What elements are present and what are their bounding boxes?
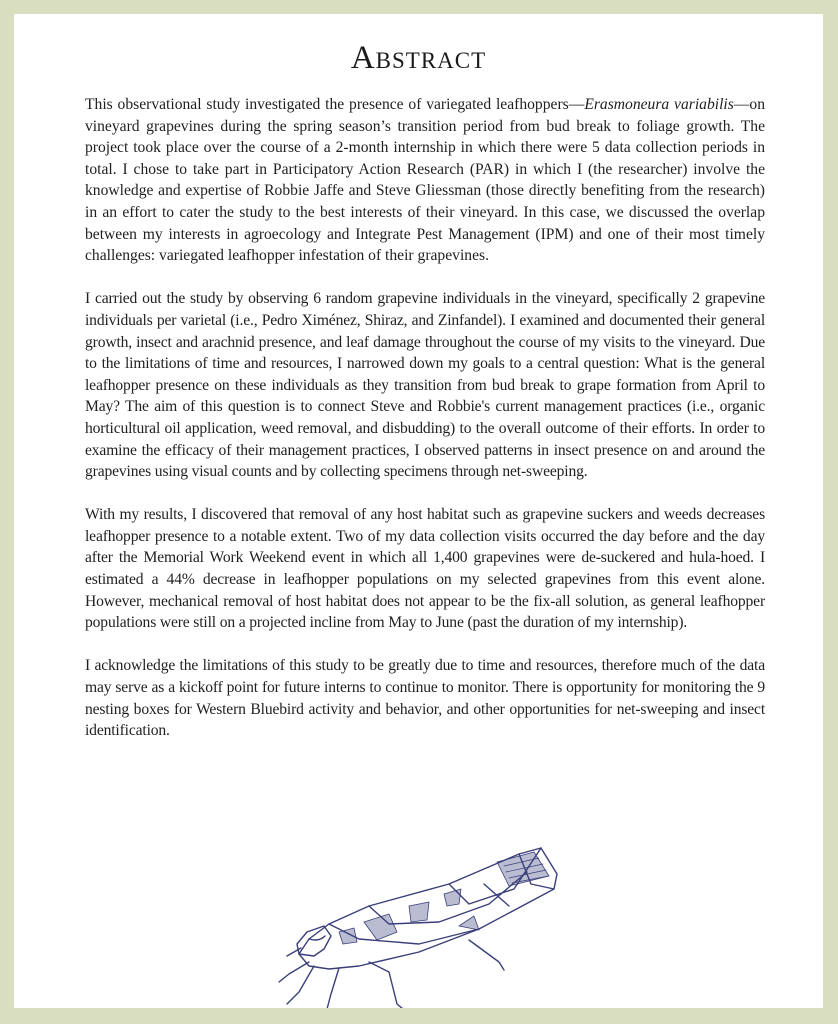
paragraph-limitations: I acknowledge the limitations of this study to be greatly due to time and resources, therefore much of the data may serve as a kickoff point for future interns to continue to monitor. There is opportunity for monitoring the 9 nesting boxes for Western Bluebird activity and behavior, and other opportunities for net-sweeping and insect identification. bbox=[85, 657, 765, 740]
abstract-page bbox=[14, 14, 823, 1008]
intro-text-end: —on vineyard grapevines during the spring season’s transition period from bud break to foliage growth. The project took place over the course of a 2-month internship in which there were 5 data collection periods in total. I chose to take part in Participatory Action Research (PAR) in which I (the researcher) involve the knowledge and expertise of Robbie Jaffe and Steve Gliessman (those directly benefiting from the research) in an effort to cater the study to the best interests of their vineyard. In this case, we discussed the overlap between my interests in agroecology and Integrate Pest Management (IPM) and one of their most timely challenges: variegated leafhopper infestation of their grapevines. bbox=[85, 96, 766, 265]
page-title: Abstract bbox=[350, 40, 487, 76]
paragraph-intro bbox=[85, 94, 765, 267]
paragraph-methods: I carried out the study by observing 6 random grapevine individuals in the vineyard, specifically 2 grapevine individuals per varietal (i.e., Pedro Ximénez, Shiraz, and Zinfandel). I examined and documented their general growth, insect and arachnid presence, and leaf damage throughout the course of my visits to the vineyard. Due to the limitations of time and resources, I narrowed down my goals to a central question: What is the general leafhopper presence on these individuals as they transition from bud break to grape formation from April to May? The aim of this question is to connect Steve and Robbie's current management practices (i.e., organic horticultural oil application, weed removal, and disbudding) to the overall outcome of their efforts. In order to examine the efficacy of their management practices, I observed patterns in insect presence on and around the grapevines using visual counts and by collecting specimens through net-sweeping. bbox=[85, 290, 765, 481]
species-name: Erasmoneura variabilis bbox=[584, 96, 734, 113]
leafhopper-illustration-icon bbox=[269, 844, 569, 1008]
intro-text-start: This observational study investigated the presence of variegated leafhoppers— bbox=[85, 96, 585, 113]
paragraph-results: With my results, I discovered that removal of any host habitat such as grapevine suckers and weeds decreases leafhopper presence to a notable extent. Two of my data collection visits occurred the day before and the day after the Memorial Work Weekend event in which all 1,400 grapevines were de-suckered and hula-hoed. I estimated a 44% decrease in leafhopper populations on my selected grapevines from this event alone. However, mechanical removal of host habitat does not appear to be the fix-all solution, as general leafhopper populations were still on a projected incline from May to June (past the duration of my internship). bbox=[85, 506, 765, 632]
abstract-body bbox=[85, 94, 765, 763]
